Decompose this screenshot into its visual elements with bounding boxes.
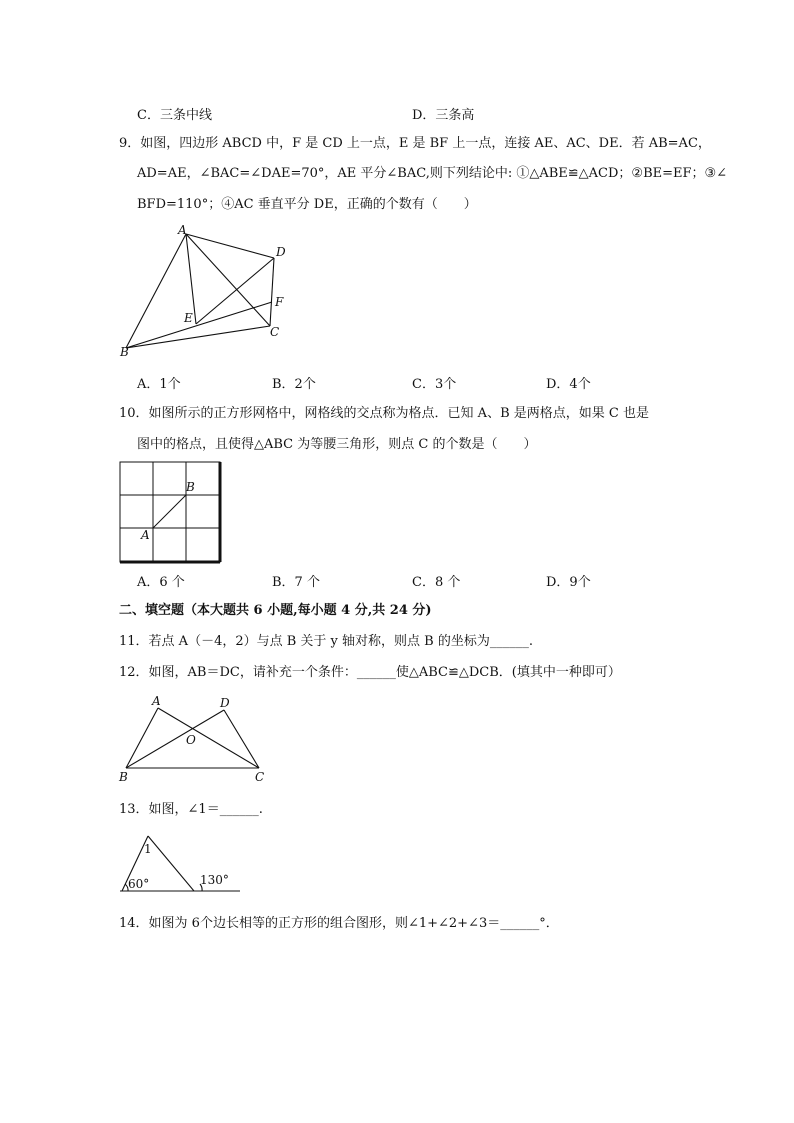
q10-option-c: C．8 个 bbox=[412, 575, 461, 590]
q9-option-c: C．3个 bbox=[412, 377, 457, 392]
q9-segment-bf bbox=[126, 302, 272, 348]
q12-figure bbox=[116, 692, 268, 784]
q14-text: 14．如图为 6个边长相等的正方形的组合图形，则∠1+∠2+∠3＝______°． bbox=[119, 916, 559, 931]
q10-option-d: D．9个 bbox=[546, 575, 591, 590]
q13-right-side bbox=[148, 836, 194, 891]
q9-text-line2: AD=AE，∠BAC=∠DAE=70°，AE 平分∠BAC,则下列结论中: ①△ABE≌△ACD；②BE=EF；③∠ bbox=[137, 166, 728, 181]
q9-label-f: F bbox=[275, 295, 284, 309]
q12-label-a: A bbox=[152, 694, 161, 708]
q10-label-b: B bbox=[186, 480, 195, 494]
q10-label-a: A bbox=[141, 528, 150, 542]
q10-grid-border bbox=[120, 462, 220, 562]
q13-label-130: 130° bbox=[200, 873, 229, 887]
q10-text-line2: 图中的格点，且使得△ABC 为等腰三角形，则点 C 的个数是（ ） bbox=[137, 437, 537, 452]
q9-label-e: E bbox=[184, 311, 193, 325]
q9-segment-ab bbox=[126, 234, 186, 348]
q9-text-line1: 9．如图，四边形 ABCD 中，F 是 CD 上一点，E 是 BF 上一点，连接 AE、AC、DE．若 AB=AC， bbox=[119, 136, 711, 151]
q12-segment-cd bbox=[224, 710, 259, 768]
q9-segment-dc bbox=[270, 258, 274, 326]
q9-figure bbox=[118, 222, 296, 362]
q10-grid-figure bbox=[118, 459, 224, 565]
q9-option-b: B．2个 bbox=[272, 377, 316, 392]
q11-text: 11．若点 A（－4，2）与点 B 关于 y 轴对称，则点 B 的坐标为______. bbox=[119, 634, 533, 649]
q9-option-d: D．4个 bbox=[546, 377, 591, 392]
q9-label-d: D bbox=[276, 245, 286, 259]
q13-figure bbox=[116, 828, 244, 896]
section2-heading: 二、填空题（本大题共 6 小题,每小题 4 分,共 24 分) bbox=[119, 603, 432, 618]
q9-option-a: A．1个 bbox=[137, 377, 181, 392]
q13-label-60: 60° bbox=[128, 877, 150, 891]
q12-text: 12．如图，AB＝DC，请补充一个条件：______使△ABC≌△DCB．(填其中一种即可） bbox=[119, 665, 621, 680]
q12-label-o: O bbox=[186, 733, 196, 747]
q9-label-a: A bbox=[178, 223, 187, 237]
q10-option-a: A．6 个 bbox=[137, 575, 185, 590]
q12-label-c: C bbox=[255, 770, 265, 784]
q12-label-b: B bbox=[119, 770, 128, 784]
q9-label-c: C bbox=[270, 325, 280, 339]
q8-option-d: D．三条高 bbox=[412, 108, 475, 123]
q13-label-angle1: 1 bbox=[144, 842, 152, 856]
q9-segment-ad bbox=[186, 234, 274, 258]
q12-label-d: D bbox=[220, 696, 230, 710]
q13-text: 13．如图，∠1＝______. bbox=[119, 802, 263, 817]
q9-segment-bc bbox=[126, 326, 270, 348]
q8-option-c: C．三条中线 bbox=[137, 108, 212, 123]
q10-option-b: B．7 个 bbox=[272, 575, 320, 590]
q9-label-b: B bbox=[120, 345, 129, 359]
q9-text-line3: BFD=110°；④AC 垂直平分 DE，正确的个数有（ ） bbox=[137, 197, 477, 212]
q10-text-line1: 10．如图所示的正方形网格中，网格线的交点称为格点．已知 A、B 是两格点，如果 C 也是 bbox=[119, 406, 649, 421]
q12-segment-ac bbox=[158, 708, 259, 768]
q10-segment-ab bbox=[153, 495, 186, 528]
q9-segment-ac bbox=[186, 234, 270, 326]
